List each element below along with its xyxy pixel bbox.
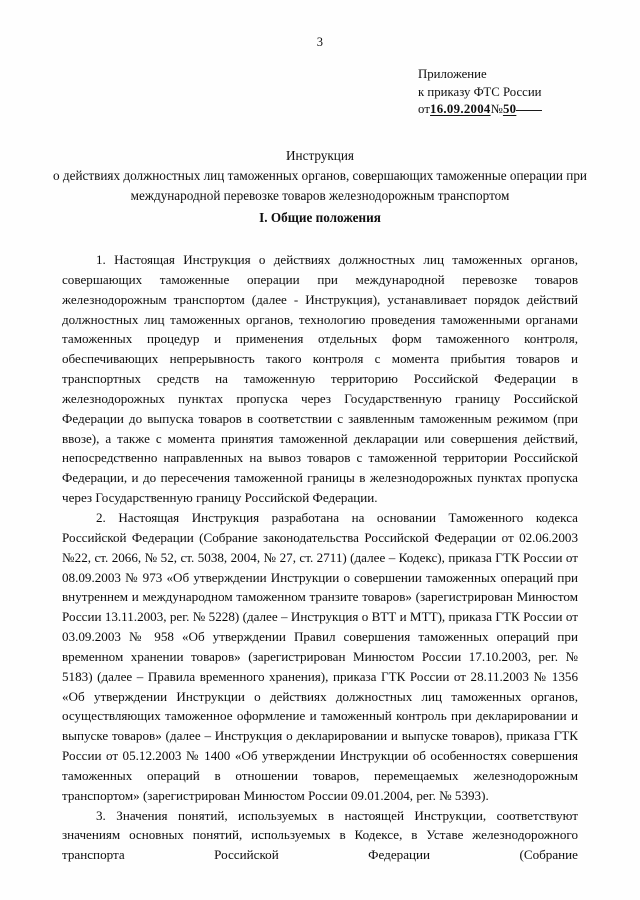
paragraph-3: 3. Значения понятий, используемых в настоящей Инструкции, соответствуют значениям основных понятий, используемых в Кодексе, в Уставе железнодорожного транспорта Российской Федерации (Собрание	[62, 807, 578, 863]
document-title-subtitle: о действиях должностных лиц таможенных органов, совершающих таможенные операции при международной перевозке товаров железнодорожным транспортом	[53, 168, 587, 203]
appendix-header-block	[418, 66, 618, 119]
document-body	[62, 250, 578, 885]
paragraph-2: 2. Настоящая Инструкция разработана на основании Таможенного кодекса Российской Федерации (Собрание законодательства Российской Федерации от 02.06.2003 №22, ст. 2066, № 52, ст. 5038, 2004, № 27, ст. 2711) (далее – Кодекс), приказа ГТК России от 08.09.2003 № 973 «Об утверждении Инструкции о совершении таможенных операций при внутреннем и международном таможенном транзите товаров» (зарегистрирован Минюстом России 13.11.2003, рег. № 5228) (далее – Инструкция о ВТТ и МТТ), приказа ГТК России от 03.09.2003 № 958 «Об утверждении Правил совершения таможенных операций при временном хранении товаров» (зарегистрирован Минюстом России 17.10.2003, рег. № 5183) (далее – Правила временного хранения), приказа ГТК России от 28.11.2003 № 1356 «Об утверждении Инструкции о действиях должностных лиц таможенных органов, осуществляющих таможенное оформление и таможенный контроль при декларировании и выпуске товаров» (далее – Инструкция о декларировании и выпуске товаров), приказа ГТК России от 05.12.2003 № 1400 «Об утверждении Инструкции об особенностях совершения таможенных операций в отношении товаров, перемещаемых железнодорожным транспортом» (зарегистрирован Минюстом России 09.01.2004, рег. № 5393).	[62, 509, 578, 803]
order-number-blank-rule	[516, 110, 542, 111]
order-date: 16.09.2004	[430, 102, 491, 116]
order-number: 50	[502, 102, 517, 116]
date-prefix: от	[418, 102, 431, 116]
appendix-date-line	[418, 101, 618, 119]
number-sign: №	[490, 102, 503, 116]
document-title	[36, 146, 604, 206]
document-title-main: Инструкция	[286, 148, 354, 163]
paragraph-1: 1. Настоящая Инструкция о действиях должностных лиц таможенных органов, совершающих таможенные операции при международной перевозке товаров железнодорожным транспортом (далее - Инструкция), устанавливает порядок действий должностных лиц таможенных органов, технологию проведения таможенными органами таможенных процедур и применения отдельных форм таможенного контроля, обеспечивающих непрерывность такого контроля с момента прибытия товаров и транспортных средств на таможенную территорию Российской Федерации в железнодорожных пунктах пропуска через Государственную границу Российской Федерации до выпуска товаров в соответствии с заявленным таможенным режимом (при ввозе), а также с момента принятия таможенной декларации или совершения действий, непосредственно направленных на вывоз товаров с таможенной территории Российской Федерации, и до пересечения таможенной границы в железнодорожных пунктах пропуска через Государственную границу Российской Федерации.	[62, 252, 578, 506]
appendix-order-reference: к приказу ФТС России	[418, 84, 542, 99]
section-heading: I. Общие положения	[259, 210, 381, 225]
appendix-label: Приложение	[418, 67, 487, 81]
page-number: 3	[316, 35, 324, 49]
